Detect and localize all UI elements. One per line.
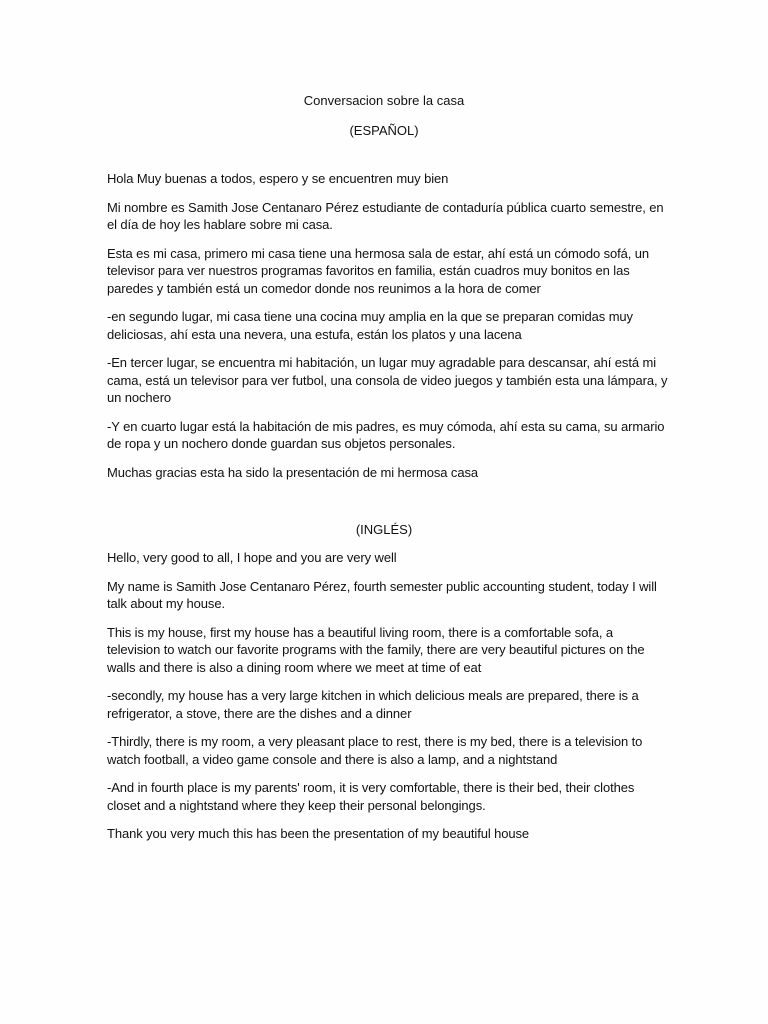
paragraph-en-kitchen: -secondly, my house has a very large kitchen in which delicious meals are prepared, there is a refrigerator, a stove, there are the dishes and a dinner bbox=[107, 688, 639, 721]
paragraph-en-closing: Thank you very much this has been the presentation of my beautiful house bbox=[107, 826, 530, 841]
paragraph-es-kitchen: -en segundo lugar, mi casa tiene una cocina muy amplia en la que se preparan comidas muy deliciosas, ahí esta una nevera, una estufa, están los platos y una lacena bbox=[107, 309, 633, 342]
paragraph-en-bedroom: -Thirdly, there is my room, a very pleasant place to rest, there is my bed, there is a television to watch football, a video game console and there is also a lamp, and a nightstand bbox=[107, 734, 643, 767]
paragraph-es-living-room: Esta es mi casa, primero mi casa tiene una hermosa sala de estar, ahí está un cómodo sofá, un televisor para ver nuestros programas favoritos en familia, están cuadros muy bonitos en las paredes y también está un comedor donde nos reunimos a la hora de comer bbox=[107, 245, 650, 296]
section-heading-english: (INGLÉS) bbox=[355, 522, 413, 537]
paragraph-en-greeting: Hello, very good to all, I hope and you are very well bbox=[107, 550, 397, 565]
paragraph-en-living-room: This is my house, first my house has a beautiful living room, there is a comfortable sofa, a television to watch our favorite programs with the family, there are very beautiful pictures on the walls and there is also a dining room where we meet at time of eat bbox=[107, 624, 645, 675]
section-heading-spanish: (ESPAÑOL) bbox=[349, 123, 419, 138]
document-title: Conversacion sobre la casa bbox=[303, 93, 465, 108]
paragraph-es-parents-room: -Y en cuarto lugar está la habitación de mis padres, es muy cómoda, ahí esta su cama, su armario de ropa y un nochero donde guardan sus objetos personales. bbox=[107, 418, 665, 451]
paragraph-es-introduction: Mi nombre es Samith Jose Centanaro Pérez estudiante de contaduría pública cuarto semestre, en el día de hoy les hablare sobre mi casa. bbox=[107, 199, 664, 232]
paragraph-en-introduction: My name is Samith Jose Centanaro Pérez, fourth semester public accounting student, today I will talk about my house. bbox=[107, 578, 657, 611]
paragraph-es-closing: Muchas gracias esta ha sido la presentación de mi hermosa casa bbox=[107, 464, 478, 480]
paragraph-en-parents-room: -And in fourth place is my parents' room, it is very comfortable, there is their bed, their clothes closet and a nightstand where they keep their personal belongings. bbox=[107, 780, 635, 813]
paragraph-es-bedroom: -En tercer lugar, se encuentra mi habitación, un lugar muy agradable para descansar, ahí está mi cama, está un televisor para ver futbol, una consola de video juegos y también esta una lámpara, y un nochero bbox=[107, 355, 668, 405]
paragraph-es-greeting: Hola Muy buenas a todos, espero y se encuentren muy bien bbox=[107, 171, 449, 186]
